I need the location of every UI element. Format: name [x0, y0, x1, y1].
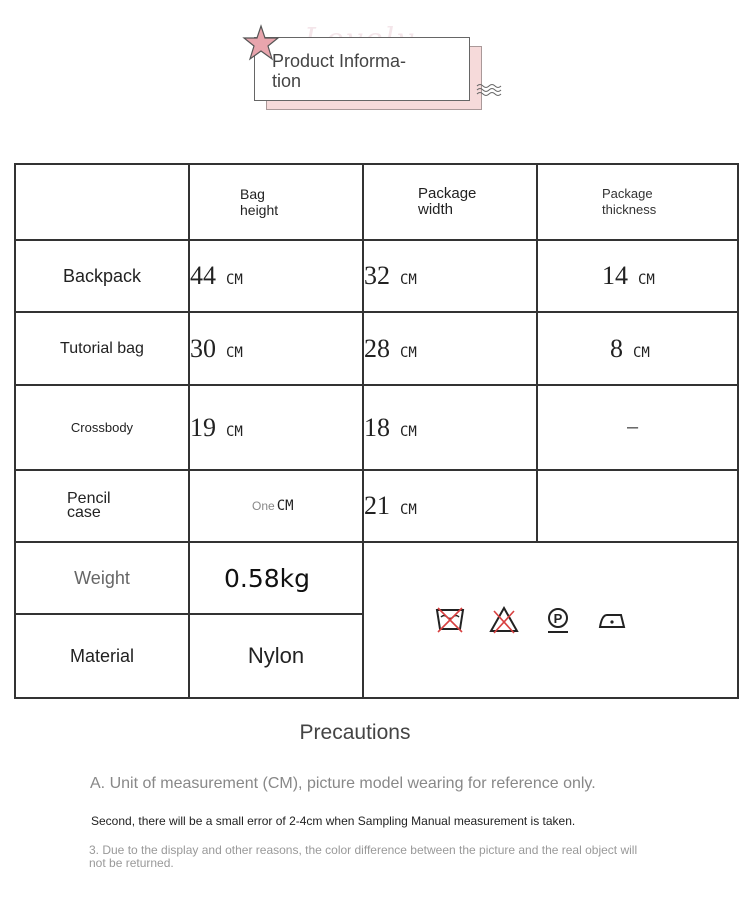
cell-height: 30 CM: [189, 312, 363, 385]
cell-thickness: 14 CM: [537, 240, 738, 312]
cell-width: 28 CM: [363, 312, 537, 385]
care-icons-cell: [363, 542, 738, 698]
header-empty-cell: [15, 164, 189, 240]
precaution-item-1: A. Unit of measurement (CM), picture model wearing for reference only.: [90, 775, 596, 792]
cell-width: 32 CM: [363, 240, 537, 312]
no-wash-icon: [435, 605, 465, 635]
weight-row: [15, 542, 738, 614]
weight-label: Weight: [15, 542, 189, 614]
cell-thickness: –: [537, 385, 738, 470]
header-package-width: Package width: [363, 164, 537, 240]
precaution-item-2: Second, there will be a small error of 2-4cm when Sampling Manual measurement is taken.: [91, 814, 576, 828]
section-title: [272, 51, 442, 91]
material-label: Material: [15, 614, 189, 698]
row-label-backpack: Backpack: [15, 240, 189, 312]
table-header-row: [15, 164, 738, 240]
star-icon: [242, 24, 280, 62]
no-bleach-icon: [489, 605, 519, 635]
row-label-pencil-case: Pencil case: [15, 470, 189, 542]
care-icons: [364, 605, 697, 635]
header-package-thickness: Package thickness: [537, 164, 738, 240]
table-row: [15, 312, 738, 385]
cell-width: 21 CM: [363, 470, 537, 542]
material-value: Nylon: [189, 614, 363, 698]
low-iron-icon: [597, 605, 627, 635]
svg-text:P: P: [553, 611, 562, 626]
professional-dry-clean-icon: [543, 605, 573, 635]
precaution-item-3: 3. Due to the display and other reasons, the color difference between the picture and the real object will not be returned.: [89, 843, 638, 870]
wave-icon: [476, 82, 504, 98]
header-bag-height: Bag height: [189, 164, 363, 240]
cell-height: One CM: [189, 470, 363, 542]
table-row: [15, 385, 738, 470]
spec-table: [14, 163, 739, 699]
table-row: [15, 240, 738, 312]
section-header: [240, 20, 520, 120]
cell-height: 19 CM: [189, 385, 363, 470]
weight-value: 0.58kg: [189, 542, 363, 614]
section-title-line1: Product Informa-: [272, 51, 407, 71]
cell-thickness: 8 CM: [537, 312, 738, 385]
section-title-line2: tion: [272, 71, 302, 91]
table-row: [15, 470, 738, 542]
row-label-tutorial-bag: Tutorial bag: [15, 312, 189, 385]
cell-height: 44 CM: [189, 240, 363, 312]
row-label-crossbody: Crossbody: [15, 385, 189, 470]
cell-thickness: [537, 470, 738, 542]
precautions-title: Precautions: [299, 721, 411, 744]
cell-width: 18 CM: [363, 385, 537, 470]
